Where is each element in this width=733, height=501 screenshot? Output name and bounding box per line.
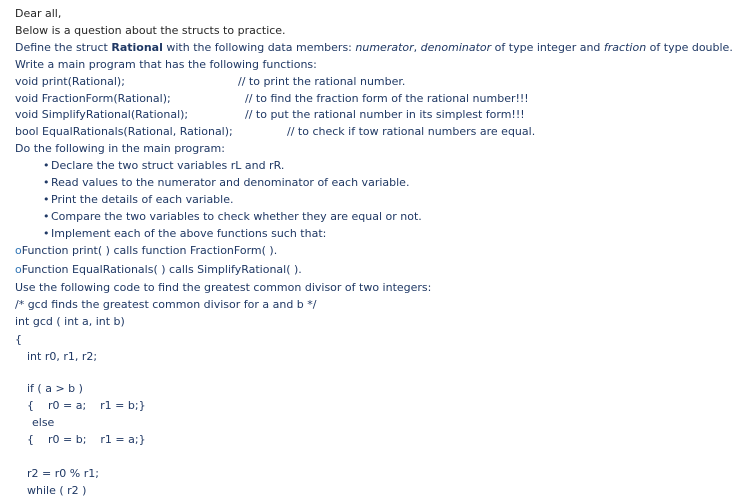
function-comment: // to print the rational number. xyxy=(238,75,406,88)
do-following: Do the following in the main program: xyxy=(15,142,225,155)
function-signature: void FractionForm(Rational); xyxy=(15,92,171,105)
sub-item xyxy=(15,244,277,258)
code-line: int r0, r1, r2; xyxy=(27,350,98,363)
function-comment: // to find the fraction form of the rational number!!! xyxy=(245,92,529,105)
define-sep: , xyxy=(413,41,421,54)
code-line: while ( r2 ) xyxy=(27,484,87,497)
function-signature: bool EqualRationals(Rational, Rational); xyxy=(15,125,233,138)
struct-name: Rational xyxy=(111,41,163,54)
greeting: Dear all, xyxy=(15,7,62,20)
code-line: { r0 = b; r1 = a;} xyxy=(27,433,146,446)
bullet-item: • Compare the two variables to check whether they are equal or not. xyxy=(43,210,422,224)
define-mid2: of type integer and xyxy=(491,41,604,54)
define-prefix: Define the struct xyxy=(15,41,112,54)
main-prompt: Write a main program that has the following functions: xyxy=(15,58,317,71)
member-denominator: denominator xyxy=(420,41,492,54)
define-struct-line xyxy=(15,41,733,55)
function-signature: void print(Rational); xyxy=(15,75,125,88)
sub-item-text: Function print( ) calls function FractionForm( ). xyxy=(21,244,278,257)
sub-item-text: Function EqualRationals( ) calls SimplifyRational( ). xyxy=(21,263,302,276)
function-comment: // to check if tow rational numbers are equal. xyxy=(287,125,536,138)
bullet-item: • Read values to the numerator and denominator of each variable. xyxy=(43,176,409,190)
use-code-text: Use the following code to find the greatest common divisor of two integers: xyxy=(15,281,432,294)
define-mid1: with the following data members: xyxy=(162,41,356,54)
bullet-item: • Print the details of each variable. xyxy=(43,193,234,207)
code-line: { r0 = a; r1 = b;} xyxy=(27,399,146,412)
code-line: r2 = r0 % r1; xyxy=(27,467,99,480)
sub-item-marker: o xyxy=(15,244,22,257)
function-comment: // to put the rational number in its simplest form!!! xyxy=(245,108,525,121)
code-line: int gcd ( int a, int b) xyxy=(15,315,125,328)
function-signature: void SimplifyRational(Rational); xyxy=(15,108,189,121)
code-comment: /* gcd finds the greatest common divisor for a and b */ xyxy=(15,298,317,311)
sub-item xyxy=(15,263,302,277)
sub-item-marker: o xyxy=(15,263,22,276)
code-line: else xyxy=(32,416,55,429)
code-line: if ( a > b ) xyxy=(27,382,83,395)
bullet-item: • Implement each of the above functions such that: xyxy=(43,227,326,241)
member-numerator: numerator xyxy=(355,41,414,54)
define-suffix: of type double. xyxy=(646,41,733,54)
member-fraction: fraction xyxy=(603,41,647,54)
code-line: { xyxy=(15,333,22,346)
intro-text: Below is a question about the structs to practice. xyxy=(15,24,286,37)
bullet-item: • Declare the two struct variables rL and rR. xyxy=(43,159,284,173)
